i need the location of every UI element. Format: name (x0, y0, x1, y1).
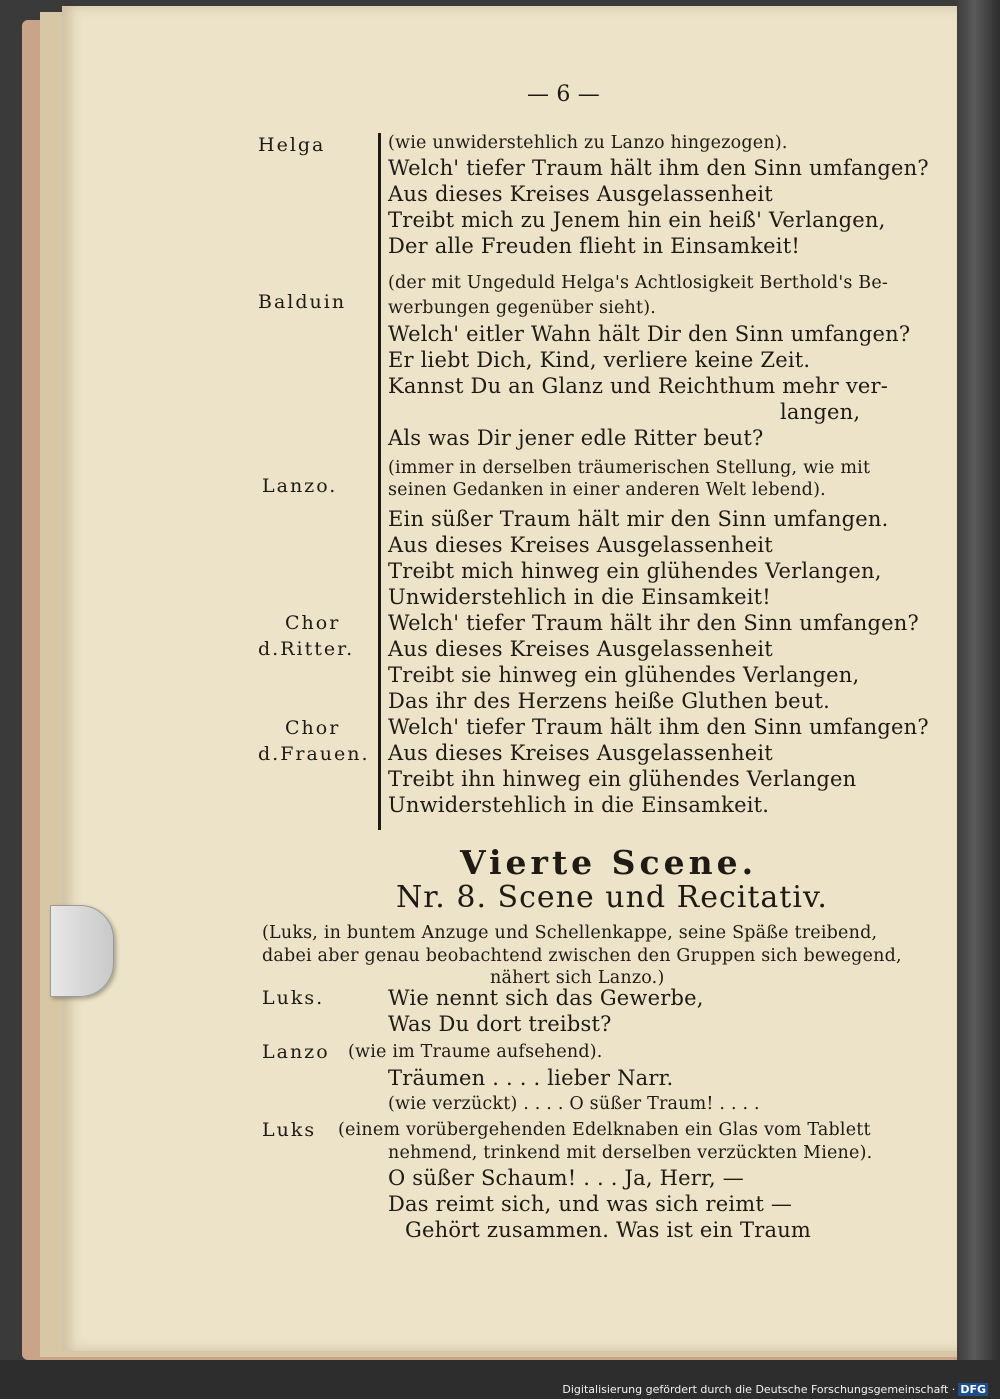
speaker-luks: Luks (262, 1119, 317, 1141)
speaker-helga: Helga (258, 134, 326, 156)
text-line: Unwiderstehlich in die Einsamkeit! (388, 585, 771, 609)
text-line: werbungen gegenüber sieht). (388, 298, 657, 318)
text-line: (wie verzückt) . . . . O süßer Traum! . . . . (388, 1094, 760, 1114)
text-line: (wie unwiderstehlich zu Lanzo hingezogen). (388, 133, 788, 153)
speaker-lanzo: Lanzo (262, 1041, 330, 1063)
text-line: Ein süßer Traum hält mir den Sinn umfangen. (388, 507, 889, 531)
text-line: Aus dieses Kreises Ausgelassenheit (388, 637, 773, 661)
text-line: Aus dieses Kreises Ausgelassenheit (388, 533, 773, 557)
text-line: Als was Dir jener edle Ritter beut? (388, 426, 764, 450)
text-line: Er liebt Dich, Kind, verliere keine Zeit. (388, 348, 811, 372)
text-line: Unwiderstehlich in die Einsamkeit. (388, 793, 770, 817)
scene-heading: Vierte Scene. (460, 843, 758, 882)
text-line: Wie nennt sich das Gewerbe, (388, 986, 704, 1010)
text-line: Treibt mich zu Jenem hin ein heiß' Verlangen, (388, 208, 886, 232)
text-line: Welch' tiefer Traum hält ihm den Sinn umfangen? (388, 156, 929, 180)
text-line: (der mit Ungeduld Helga's Achtlosigkeit Berthold's Be- (388, 273, 889, 293)
speaker-balduin: Balduin (258, 291, 347, 313)
text-line: seinen Gedanken in einer anderen Welt lebend). (388, 480, 826, 500)
text-line: Treibt sie hinweg ein glühendes Verlangen, (388, 663, 860, 687)
digitization-footer (558, 1383, 992, 1397)
stage-direction-line: dabei aber genau beobachtend zwischen den Gruppen sich bewegend, (262, 946, 902, 966)
text-line: (einem vorübergehenden Edelknaben ein Glas vom Tablett (338, 1120, 871, 1140)
text-line: Welch' eitler Wahn hält Dir den Sinn umfangen? (388, 322, 911, 346)
text-line: Das ihr des Herzens heiße Gluthen beut. (388, 689, 831, 713)
text-line: Welch' tiefer Traum hält ihr den Sinn umfangen? (388, 611, 919, 635)
speaker-chor-frauen-label: d.Frauen. (258, 743, 370, 765)
text-line: nehmend, trinkend mit derselben verzückten Miene). (388, 1143, 873, 1163)
text-line: langen, (780, 400, 861, 424)
speaker-chor-ritter-label: d.Ritter. (258, 638, 355, 660)
speaker-chor-ritter: Chor (285, 612, 341, 634)
text-line: Welch' tiefer Traum hält ihm den Sinn umfangen? (388, 715, 929, 739)
scan-background-right (957, 0, 1000, 1380)
text-line: Treibt ihn hinweg ein glühendes Verlangen (388, 767, 857, 791)
footer-text: Digitalisierung gefördert durch die Deutsche Forschungsgemeinschaft · (562, 1383, 956, 1396)
text-line: (wie im Traume aufsehend). (348, 1042, 603, 1062)
stage-direction-line: nähert sich Lanzo.) (490, 968, 665, 988)
verse-bracket-line (378, 133, 381, 830)
speaker-chor-frauen: Chor (285, 717, 341, 739)
text-line: Kannst Du an Glanz und Reichthum mehr ver- (388, 374, 889, 398)
stage-direction-line: (Luks, in buntem Anzuge und Schellenkappe, seine Späße treibend, (262, 923, 878, 943)
speaker-lanzo: Lanzo. (262, 475, 338, 497)
page-number: — 6 — (527, 82, 600, 107)
text-line: Was Du dort treibst? (388, 1012, 612, 1036)
text-line: Aus dieses Kreises Ausgelassenheit (388, 182, 773, 206)
number-heading: Nr. 8. Scene und Recitativ. (396, 880, 828, 915)
text-line: O süßer Schaum! . . . Ja, Herr, — (388, 1166, 744, 1190)
dfg-logo: DFG (960, 1383, 986, 1396)
text-line: Gehört zusammen. Was ist ein Traum (405, 1218, 812, 1242)
text-line: (immer in derselben träumerischen Stellung, wie mit (388, 458, 871, 478)
text-line: Aus dieses Kreises Ausgelassenheit (388, 741, 773, 765)
bookmark-clip (50, 905, 114, 997)
speaker-luks: Luks. (262, 987, 325, 1009)
text-line: Der alle Freuden flieht in Einsamkeit! (388, 234, 800, 258)
text-line: Träumen . . . . lieber Narr. (388, 1066, 674, 1090)
text-line: Treibt mich hinweg ein glühendes Verlangen, (388, 559, 882, 583)
text-line: Das reimt sich, und was sich reimt — (388, 1192, 793, 1216)
